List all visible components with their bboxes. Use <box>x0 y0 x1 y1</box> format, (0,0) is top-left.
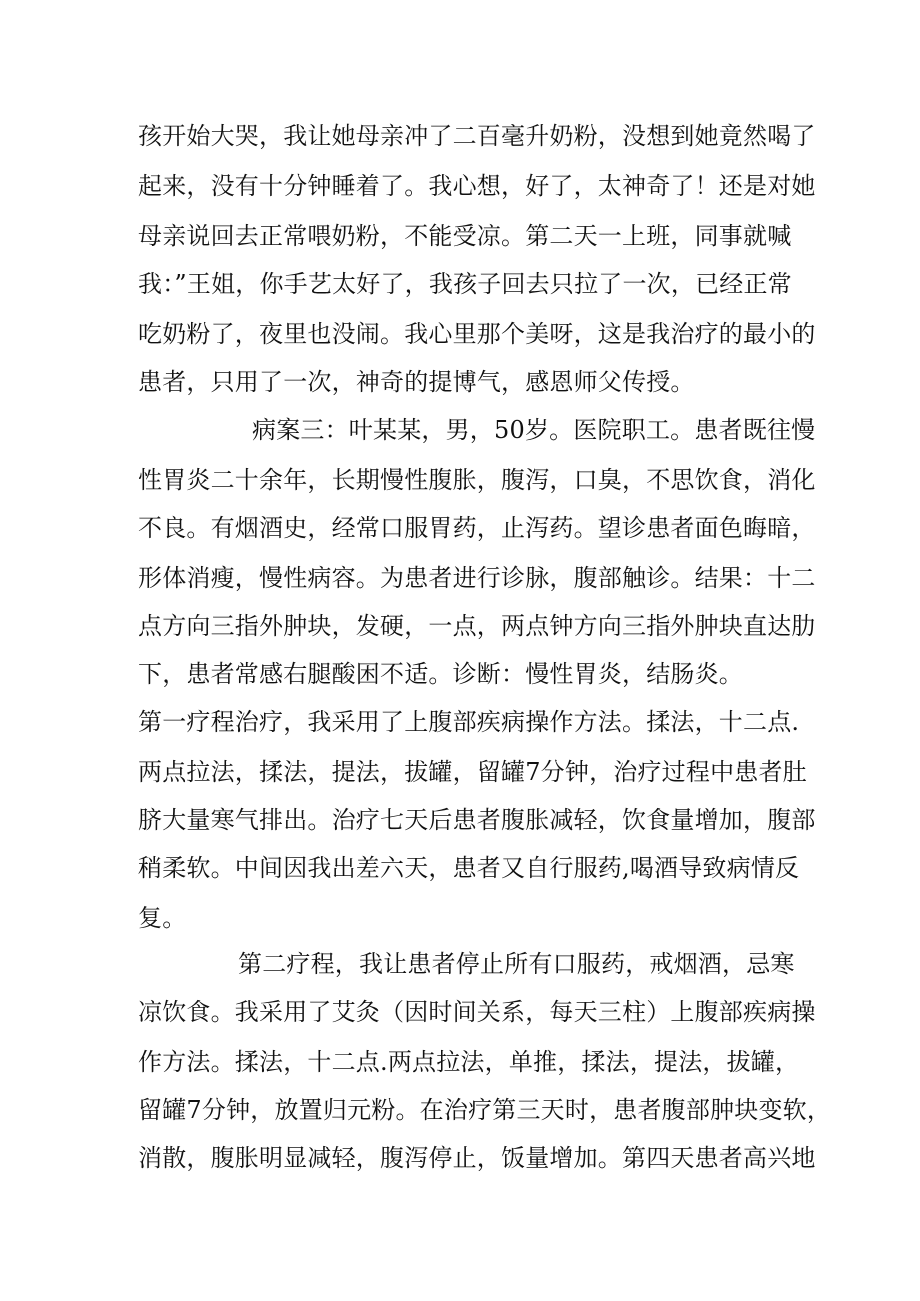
text-line-15: 脐大量寒气排出。治疗七天后患者腹胀减轻，饮食量增加，腹部 <box>138 806 816 834</box>
text-line-17: 复。 <box>138 904 187 932</box>
text-line-2: 起来，没有十分钟睡着了。我心想，好了，太神奇了！还是对她 <box>138 172 816 200</box>
text-line-21: 留罐7分钟，放置归元粉。在治疗第三天时，患者腹部肿块变软， <box>138 1096 832 1124</box>
text-line-19: 凉饮食。我采用了艾灸（因时间关系，每天三柱）上腹部疾病操 <box>138 998 816 1026</box>
text-line-13: 第一疗程治疗，我采用了上腹部疾病操作方法。揉法，十二点. <box>138 708 800 736</box>
text-line-8: 性胃炎二十余年，长期慢性腹胀，腹泻，口臭，不思饮食，消化 <box>138 466 816 494</box>
text-line-3: 母亲说回去正常喂奶粉，不能受凉。第二天一上班，同事就喊 <box>138 222 792 250</box>
text-line-12: 下，患者常感右腿酸困不适。诊断：慢性胃炎，结肠炎。 <box>138 660 743 688</box>
text-line-16: 稍柔软。中间因我出差六天，患者又自行服药,喝酒导致病情反 <box>138 854 800 882</box>
text-line-22: 消散，腹胀明显减轻，腹泻停止，饭量增加。第四天患者高兴地 <box>138 1144 816 1172</box>
text-line-6: 患者，只用了一次，神奇的提博气，感恩师父传授。 <box>138 368 695 396</box>
text-line-10: 形体消瘦，慢性病容。为患者进行诊脉，腹部触诊。结果：十二 <box>138 564 816 592</box>
text-line-4: 我：”王姐，你手艺太好了，我孩子回去只拉了一次，已经正常 <box>138 270 792 298</box>
text-line-7: 病案三：叶某某，男，50岁。医院职工。患者既往慢 <box>252 416 816 444</box>
text-line-1: 孩开始大哭，我让她母亲冲了二百毫升奶粉，没想到她竟然喝了 <box>138 122 816 150</box>
text-line-14: 两点拉法，揉法，提法，拔罐，留罐7分钟，治疗过程中患者肚 <box>138 758 807 786</box>
text-line-20: 作方法。揉法，十二点.两点拉法，单推，揉法，提法，拔罐， <box>138 1048 800 1076</box>
text-line-5: 吃奶粉了，夜里也没闹。我心里那个美呀，这是我治疗的最小的 <box>138 320 816 348</box>
text-line-11: 点方向三指外肿块，发硬，一点，两点钟方向三指外肿块直达肋 <box>138 612 816 640</box>
text-line-9: 不良。有烟酒史，经常口服胃药，止泻药。望诊患者面色晦暗， <box>138 514 816 542</box>
text-line-18: 第二疗程，我让患者停止所有口服药，戒烟酒，忌寒 <box>238 950 795 978</box>
